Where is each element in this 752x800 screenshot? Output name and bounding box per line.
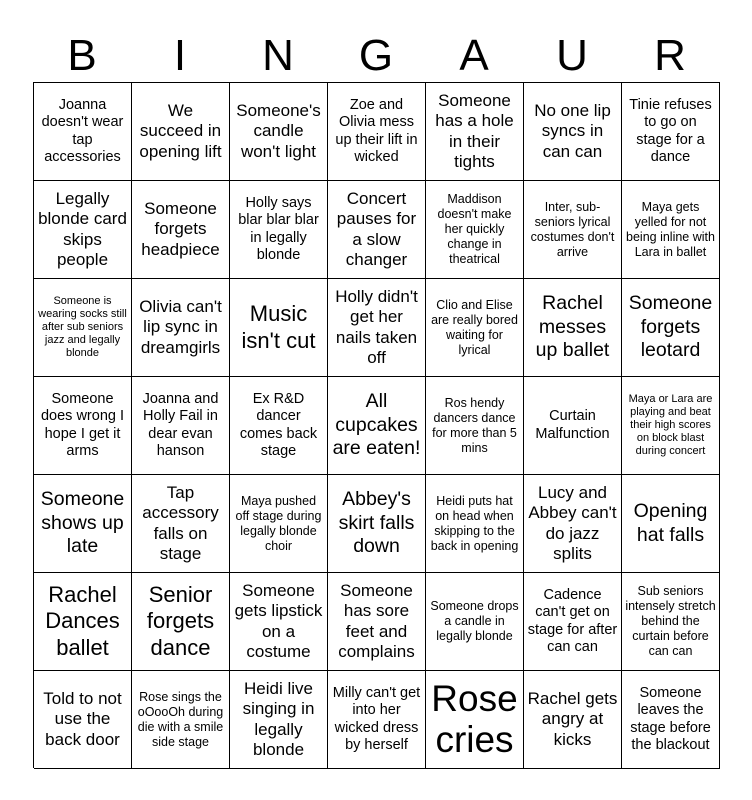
header-letter-g: G xyxy=(358,31,394,80)
bingo-cell[interactable]: Concert pauses for a slow changer xyxy=(328,181,426,279)
bingo-cell[interactable]: Holly didn't get her nails taken off xyxy=(328,279,426,377)
bingo-cell[interactable]: Someone forgets leotard xyxy=(622,279,720,377)
header-letter-r: R xyxy=(654,31,686,80)
bingo-cell[interactable]: Maya gets yelled for not being inline with Lara in ballet xyxy=(622,181,720,279)
bingo-cell[interactable]: Someone shows up late xyxy=(34,475,132,573)
bingo-cell[interactable]: Cadence can't get on stage for after can can xyxy=(524,573,622,671)
bingo-cell[interactable]: Tap accessory falls on stage xyxy=(132,475,230,573)
bingo-cell[interactable]: Maya pushed off stage during legally blonde choir xyxy=(230,475,328,573)
bingo-cell[interactable]: Tinie refuses to go on stage for a dance xyxy=(622,83,720,181)
bingo-cell[interactable]: Clio and Elise are really bored waiting for lyrical xyxy=(426,279,524,377)
bingo-cell[interactable]: Abbey's skirt falls down xyxy=(328,475,426,573)
bingo-grid xyxy=(33,82,720,768)
bingo-cell[interactable]: Someone drops a candle in legally blonde xyxy=(426,573,524,671)
bingo-cell[interactable]: Ex R&D dancer comes back stage xyxy=(230,377,328,475)
bingo-cell[interactable]: We succeed in opening lift xyxy=(132,83,230,181)
bingo-cell[interactable]: Someone gets lipstick on a costume xyxy=(230,573,328,671)
bingo-cell[interactable]: Told to not use the back door xyxy=(34,671,132,769)
bingo-cell[interactable]: Someone forgets headpiece xyxy=(132,181,230,279)
header-letter-b: B xyxy=(67,31,97,80)
bingo-cell[interactable]: Senior forgets dance xyxy=(132,573,230,671)
bingo-cell[interactable]: Inter, sub-seniors lyrical costumes don't arrive xyxy=(524,181,622,279)
bingo-cell[interactable]: Holly says blar blar blar in legally blonde xyxy=(230,181,328,279)
bingo-cell[interactable]: Heidi live singing in legally blonde xyxy=(230,671,328,769)
bingo-cell[interactable]: Someone has sore feet and complains xyxy=(328,573,426,671)
bingo-cell[interactable]: Rose sings the oOooOh during die with a smile side stage xyxy=(132,671,230,769)
bingo-cell[interactable]: Curtain Malfunction xyxy=(524,377,622,475)
bingo-cell[interactable]: Someone is wearing socks still after sub seniors jazz and legally blonde xyxy=(34,279,132,377)
bingo-cell[interactable]: Lucy and Abbey can't do jazz splits xyxy=(524,475,622,573)
bingo-cell[interactable]: Ros hendy dancers dance for more than 5 mins xyxy=(426,377,524,475)
bingo-cell[interactable]: Legally blonde card skips people xyxy=(34,181,132,279)
bingo-header xyxy=(33,30,719,82)
bingo-cell[interactable]: Someone's candle won't light xyxy=(230,83,328,181)
bingo-cell[interactable]: Music isn't cut xyxy=(230,279,328,377)
bingo-cell[interactable]: Rachel gets angry at kicks xyxy=(524,671,622,769)
bingo-cell[interactable]: Maya or Lara are playing and beat their high scores on block blast during concert xyxy=(622,377,720,475)
bingo-cell[interactable]: Sub seniors intensely stretch behind the curtain before can can xyxy=(622,573,720,671)
header-letter-u: U xyxy=(556,31,588,80)
bingo-cell[interactable]: Olivia can't lip sync in dreamgirls xyxy=(132,279,230,377)
bingo-cell[interactable]: Rose cries xyxy=(426,671,524,769)
bingo-cell[interactable]: Joanna doesn't wear tap accessories xyxy=(34,83,132,181)
header-letter-a: A xyxy=(459,31,489,80)
bingo-cell[interactable]: Someone does wrong I hope I get it arms xyxy=(34,377,132,475)
bingo-cell[interactable]: Milly can't get into her wicked dress by herself xyxy=(328,671,426,769)
bingo-cell[interactable]: Someone has a hole in their tights xyxy=(426,83,524,181)
bingo-cell[interactable]: Heidi puts hat on head when skipping to the back in opening xyxy=(426,475,524,573)
bingo-cell[interactable]: Someone leaves the stage before the blackout xyxy=(622,671,720,769)
bingo-cell[interactable]: All cupcakes are eaten! xyxy=(328,377,426,475)
bingo-cell[interactable]: No one lip syncs in can can xyxy=(524,83,622,181)
bingo-cell[interactable]: Rachel Dances ballet xyxy=(34,573,132,671)
bingo-cell[interactable]: Rachel messes up ballet xyxy=(524,279,622,377)
bingo-cell[interactable]: Joanna and Holly Fail in dear evan hanson xyxy=(132,377,230,475)
bingo-cell[interactable]: Maddison doesn't make her quickly change in theatrical xyxy=(426,181,524,279)
header-letter-i: I xyxy=(173,31,187,80)
bingo-cell[interactable]: Zoe and Olivia mess up their lift in wicked xyxy=(328,83,426,181)
header-letter-n: N xyxy=(262,31,294,80)
bingo-cell[interactable]: Opening hat falls xyxy=(622,475,720,573)
